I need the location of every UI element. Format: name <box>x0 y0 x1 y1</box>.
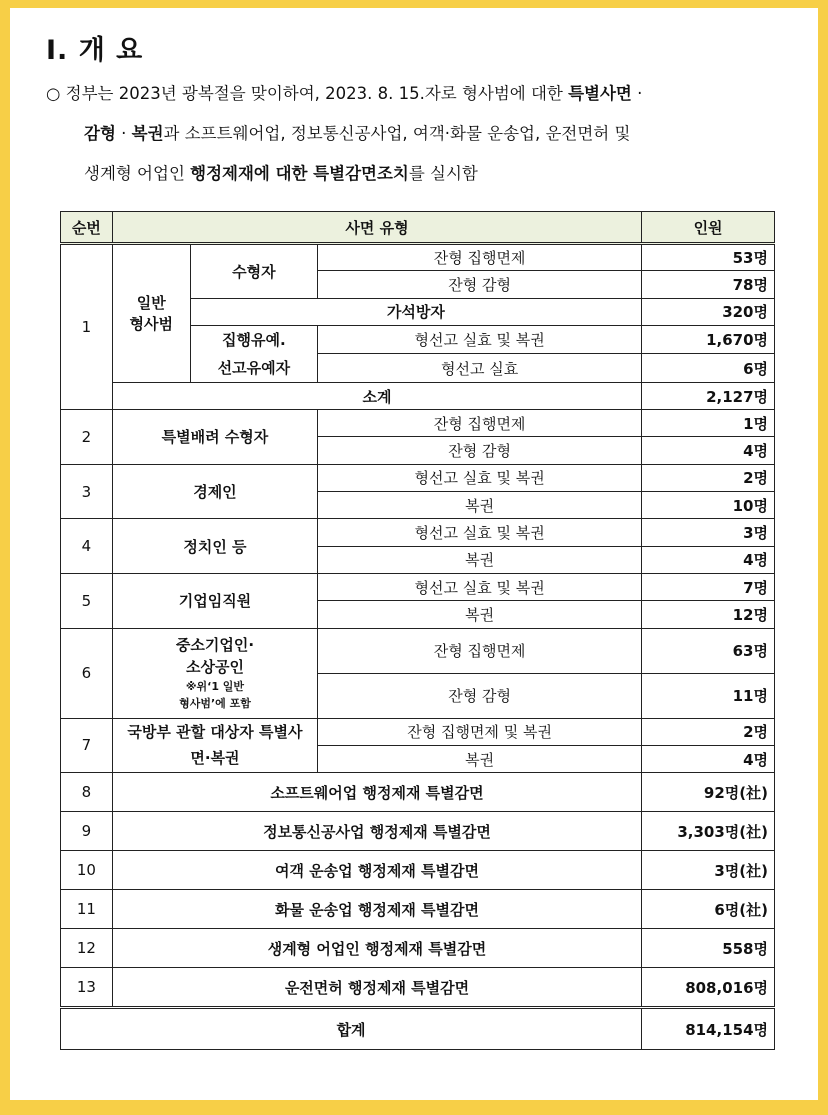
row-no: 8 <box>61 773 113 812</box>
row-no: 9 <box>61 812 113 851</box>
type-desc: 잔형 감형 <box>318 673 642 718</box>
intro-text: 과 소프트웨어업, 정보통신공사업, 여객·화물 운송업, 운전면허 및 <box>163 124 631 143</box>
count-value: 4명 <box>642 546 775 573</box>
type-desc: 복권 <box>318 546 642 573</box>
row-no: 2 <box>61 410 113 465</box>
table-row <box>61 890 775 929</box>
row-no: 6 <box>61 628 113 718</box>
row-no: 5 <box>61 573 113 628</box>
type-desc: 화물 운송업 행정제재 특별감면 <box>112 890 641 929</box>
type-desc: 잔형 감형 <box>318 271 642 298</box>
category-note: ※위‘1 일반 형사범’에 포함 <box>179 680 251 711</box>
header-type: 사면 유형 <box>112 212 641 244</box>
type-desc: 정보통신공사업 행정제재 특별감면 <box>112 812 641 851</box>
count-value: 2명 <box>642 718 775 745</box>
intro-text: · <box>631 84 643 103</box>
type-desc: 잔형 집행면제 <box>318 628 642 673</box>
table-row <box>61 519 775 546</box>
subcategory-label: 수형자 <box>190 244 317 299</box>
intro-line-3 <box>46 154 786 194</box>
table-row <box>61 929 775 968</box>
row-no: 12 <box>61 929 113 968</box>
bullet: ○ <box>46 84 61 103</box>
intro-bold: 감형 <box>84 124 116 143</box>
intro-text: 생계형 어업인 <box>84 164 191 183</box>
type-desc: 잔형 집행면제 <box>318 244 642 271</box>
intro-line-2 <box>46 114 786 154</box>
count-value: 320명 <box>642 298 775 325</box>
row-no: 1 <box>61 244 113 410</box>
count-value: 12명 <box>642 601 775 628</box>
type-desc: 생계형 어업인 행정제재 특별감면 <box>112 929 641 968</box>
category-label: 특별배려 수형자 <box>112 410 317 465</box>
count-value: 808,016명 <box>642 968 775 1008</box>
count-value: 558명 <box>642 929 775 968</box>
subtotal-label: 소계 <box>112 382 641 409</box>
type-desc: 복권 <box>318 492 642 519</box>
table-header-row <box>61 212 775 244</box>
subcategory-label: 집행유예. 선고유예자 <box>190 325 317 382</box>
count-value: 92명(社) <box>642 773 775 812</box>
count-value: 7명 <box>642 573 775 600</box>
count-value: 3명 <box>642 519 775 546</box>
category-label: 중소기업인· 소상공인 <box>175 636 255 677</box>
total-label: 합계 <box>61 1008 642 1050</box>
type-desc: 복권 <box>318 745 642 772</box>
type-desc: 가석방자 <box>190 298 642 325</box>
pardon-summary-table <box>60 211 775 1050</box>
category-label: 정치인 등 <box>112 519 317 574</box>
count-value: 2명 <box>642 464 775 491</box>
table-row <box>61 464 775 491</box>
row-no: 3 <box>61 464 113 519</box>
total-row <box>61 1008 775 1050</box>
intro-bold: 행정제재에 대한 특별감면조치 <box>190 164 409 183</box>
table-row <box>61 773 775 812</box>
table-row <box>61 812 775 851</box>
count-value: 3,303명(社) <box>642 812 775 851</box>
type-desc: 소프트웨어업 행정제재 특별감면 <box>112 773 641 812</box>
count-value: 1,670명 <box>642 325 775 354</box>
type-desc: 형선고 실효 <box>318 354 642 383</box>
type-desc: 잔형 집행면제 및 복권 <box>318 718 642 745</box>
table-row <box>61 410 775 437</box>
intro-text: 정부는 2023년 광복절을 맞이하여, 2023. 8. 15.자로 형사범에 대한 <box>60 84 569 103</box>
table-row <box>61 573 775 600</box>
total-count: 814,154명 <box>642 1008 775 1050</box>
type-desc: 여객 운송업 행정제재 특별감면 <box>112 851 641 890</box>
type-desc: 잔형 감형 <box>318 437 642 464</box>
count-value: 1명 <box>642 410 775 437</box>
section-heading: Ⅰ. 개 요 <box>46 35 144 66</box>
type-desc: 형선고 실효 및 복권 <box>318 325 642 354</box>
category-label: 경제인 <box>112 464 317 519</box>
intro-bold: 복권 <box>131 124 164 143</box>
count-value: 6명(社) <box>642 890 775 929</box>
document-page <box>10 8 818 1100</box>
count-value: 6명 <box>642 354 775 383</box>
count-value: 4명 <box>642 437 775 464</box>
count-value: 10명 <box>642 492 775 519</box>
count-value: 63명 <box>642 628 775 673</box>
row-no: 11 <box>61 890 113 929</box>
intro-line-1 <box>46 74 786 114</box>
intro-bold: 특별사면 <box>568 84 632 103</box>
count-value: 78명 <box>642 271 775 298</box>
count-value: 53명 <box>642 244 775 271</box>
type-desc: 형선고 실효 및 복권 <box>318 573 642 600</box>
table-row <box>61 382 775 409</box>
table-row <box>61 968 775 1008</box>
type-desc: 잔형 집행면제 <box>318 410 642 437</box>
row-no: 4 <box>61 519 113 574</box>
type-desc: 복권 <box>318 601 642 628</box>
table-row <box>61 851 775 890</box>
table-row <box>61 244 775 271</box>
category-label: 일반 형사범 <box>112 244 190 383</box>
row-no: 10 <box>61 851 113 890</box>
category-label: 국방부 관할 대상자 특별사 면·복권 <box>112 718 317 773</box>
count-value: 11명 <box>642 673 775 718</box>
table-row <box>61 718 775 745</box>
count-value: 3명(社) <box>642 851 775 890</box>
type-desc: 형선고 실효 및 복권 <box>318 464 642 491</box>
category-cell <box>112 628 317 718</box>
category-label: 기업임직원 <box>112 573 317 628</box>
intro-text: · <box>115 124 132 143</box>
header-no: 순번 <box>61 212 113 244</box>
subtotal-count: 2,127명 <box>642 382 775 409</box>
header-count: 인원 <box>642 212 775 244</box>
intro-text: 를 실시함 <box>408 164 478 183</box>
intro-paragraph <box>46 74 786 194</box>
count-value: 4명 <box>642 745 775 772</box>
type-desc: 형선고 실효 및 복권 <box>318 519 642 546</box>
row-no: 13 <box>61 968 113 1008</box>
type-desc: 운전면허 행정제재 특별감면 <box>112 968 641 1008</box>
table-row <box>61 628 775 673</box>
row-no: 7 <box>61 718 113 773</box>
